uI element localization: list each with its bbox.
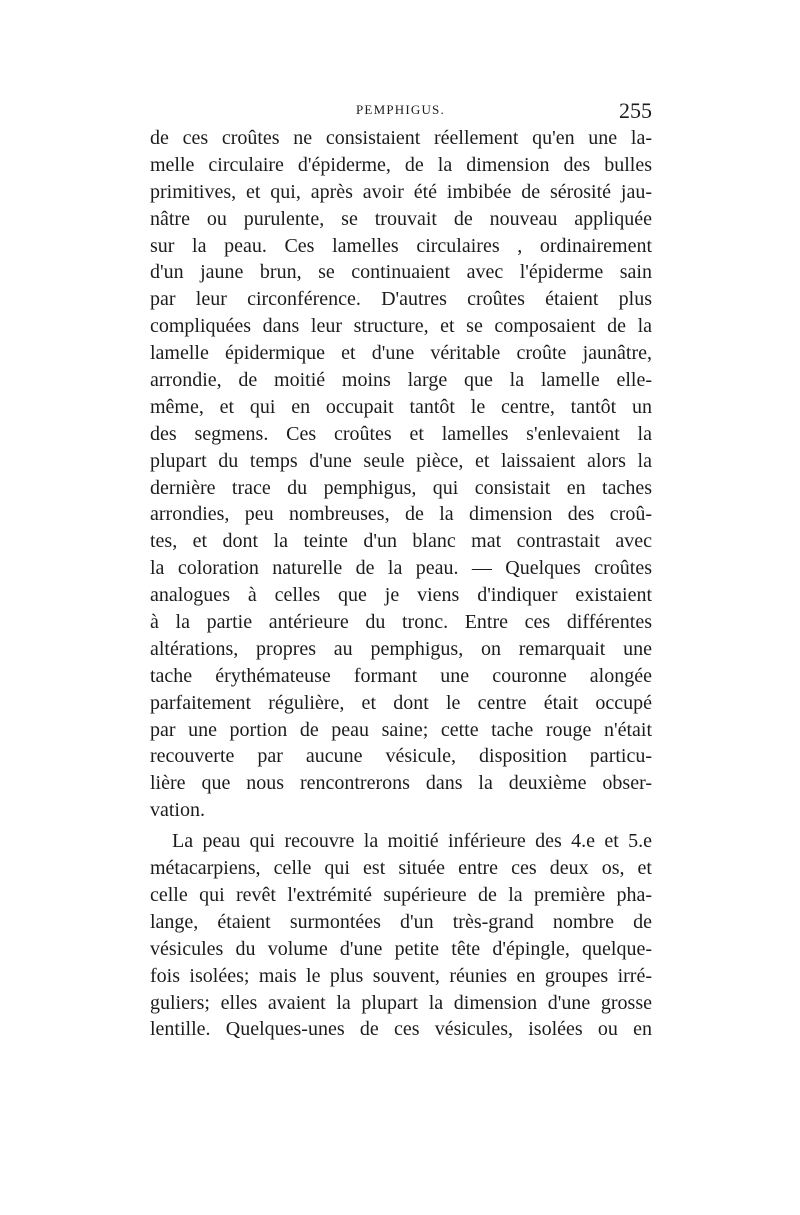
text-line: compliquées dans leur structure, et se composaient de la <box>150 315 652 338</box>
paragraph-1 <box>150 125 652 824</box>
text-line: celle qui revêt l'extrémité supérieure de la première pha- <box>150 883 652 906</box>
text-line: d'un jaune brun, se continuaient avec l'épiderme sain <box>150 261 652 284</box>
running-head <box>150 98 652 122</box>
text-line: de ces croûtes ne consistaient réellement qu'en une la- <box>150 127 652 149</box>
text-line: guliers; elles avaient la plupart la dimension d'une grosse <box>150 991 652 1014</box>
text-line: analogues à celles que je viens d'indiquer existaient <box>150 584 652 607</box>
text-line: tache érythémateuse formant une couronne alongée <box>150 664 652 687</box>
text-line: parfaitement régulière, et dont le centre était occupé <box>150 691 652 714</box>
text-line: primitives, et qui, après avoir été imbibée de sérosité jau- <box>150 180 652 203</box>
text-line: arrondie, de moitié moins large que la lamelle elle- <box>150 369 652 392</box>
text-line: par une portion de peau saine; cette tache rouge n'était <box>150 718 652 741</box>
paragraph-2 <box>150 828 652 1043</box>
text-line: melle circulaire d'épiderme, de la dimension des bulles <box>150 153 652 176</box>
text-line: lière que nous rencontrerons dans la deuxième obser- <box>150 772 652 795</box>
text-line: des segmens. Ces croûtes et lamelles s'enlevaient la <box>150 422 652 445</box>
text-line: par leur circonférence. D'autres croûtes étaient plus <box>150 288 652 311</box>
text-line: à la partie antérieure du tronc. Entre ces différentes <box>150 611 652 634</box>
text-line: vésicules du volume d'une petite tête d'épingle, quelque- <box>150 937 652 960</box>
running-title: PEMPHIGUS. <box>356 102 445 117</box>
text-line: même, et qui en occupait tantôt le centre, tantôt un <box>150 395 652 418</box>
text-line: lamelle épidermique et d'une véritable croûte jaunâtre, <box>150 342 652 365</box>
text-line: fois isolées; mais le plus souvent, réunies en groupes irré- <box>150 964 652 987</box>
text-line: la coloration naturelle de la peau. — Quelques croûtes <box>150 557 652 580</box>
page-number: 255 <box>619 98 652 123</box>
text-line: tes, et dont la teinte d'un blanc mat contrastait avec <box>150 530 652 553</box>
text-line: La peau qui recouvre la moitié inférieure des 4.e et 5.e <box>172 830 652 853</box>
text-line: lange, étaient surmontées d'un très-grand nombre de <box>150 910 652 933</box>
text-line: altérations, propres au pemphigus, on remarquait une <box>150 637 652 660</box>
text-line: nâtre ou purulente, se trouvait de nouveau appliquée <box>150 207 652 230</box>
text-line: plupart du temps d'une seule pièce, et laissaient alors la <box>150 449 652 472</box>
text-line: métacarpiens, celle qui est située entre ces deux os, et <box>150 857 652 880</box>
text-line: lentille. Quelques-unes de ces vésicules, isolées ou en <box>150 1018 652 1041</box>
body-text <box>150 125 652 1043</box>
text-line: sur la peau. Ces lamelles circulaires , ordinairement <box>150 234 652 257</box>
text-line: dernière trace du pemphigus, qui consistait en taches <box>150 476 652 499</box>
text-line: recouverte par aucune vésicule, disposition particu- <box>150 745 652 768</box>
text-line: vation. <box>150 799 205 822</box>
text-line: arrondies, peu nombreuses, de la dimension des croû- <box>150 503 652 526</box>
